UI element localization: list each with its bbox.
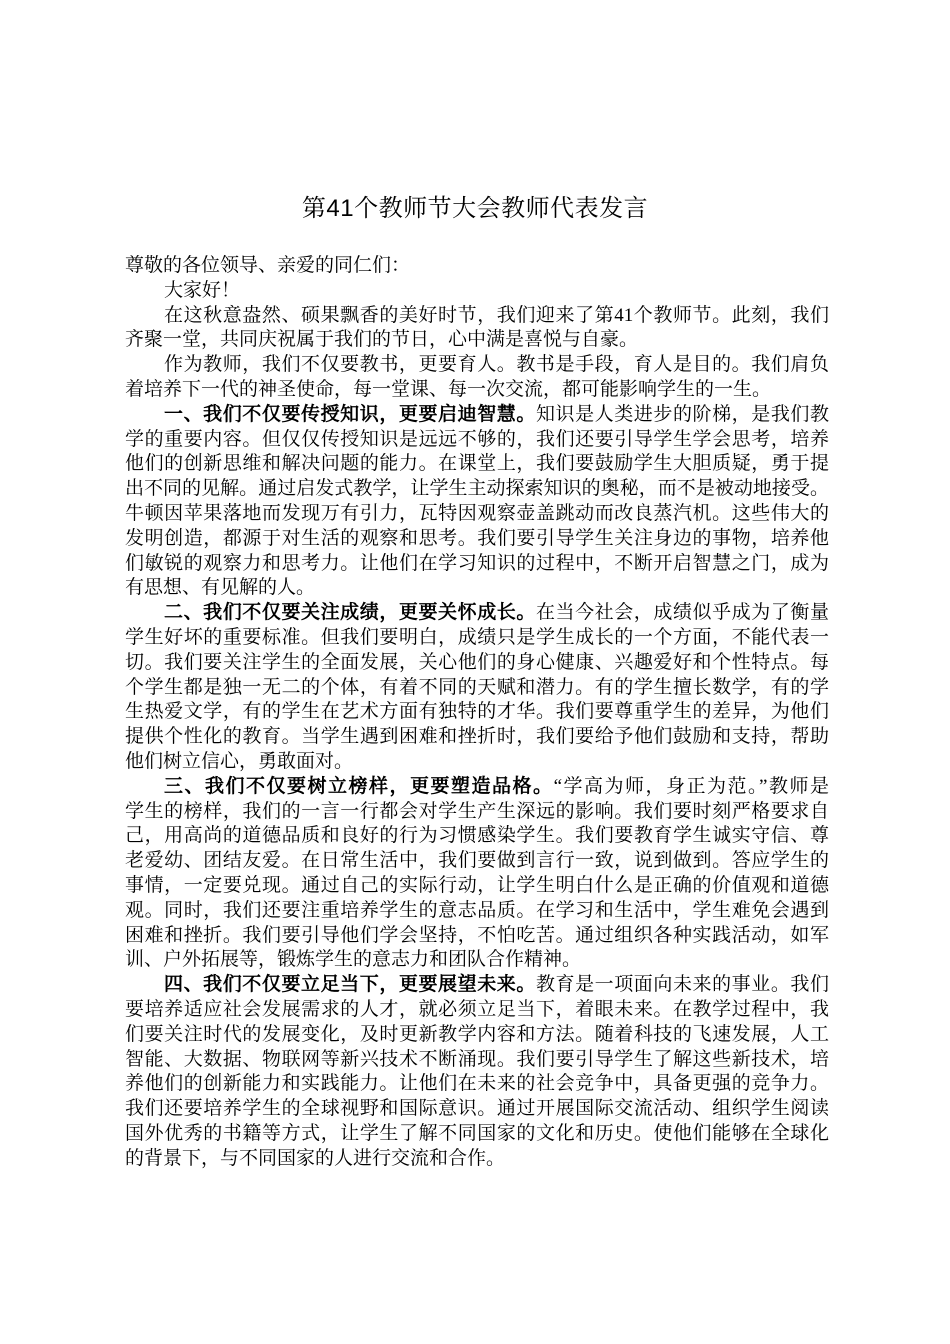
text-line: [125, 1147, 829, 1172]
line-text: 他们的创新思维和解决问题的能力。在课堂上，我们要鼓励学生大胆质疑，勇于提: [125, 453, 829, 475]
paragraph: [125, 973, 829, 1171]
text-line: [125, 973, 829, 998]
line-text: “学高为师，身正为范。”教师是: [553, 775, 829, 797]
text-line: [125, 477, 829, 502]
text-line: [125, 304, 829, 329]
text-line: [125, 1048, 829, 1073]
text-line: [125, 948, 829, 973]
text-line: [125, 1097, 829, 1122]
paragraph: [125, 279, 829, 304]
line-text: 智能、大数据、物联网等新兴技术不断涌现。我们要引导学生了解这些新技术，培: [125, 1048, 829, 1070]
line-text: 尊敬的各位领导、亲爱的同仁们：: [125, 255, 411, 276]
line-text: 出不同的见解。通过启发式教学，让学生主动探索知识的奥秘，而不是被动地接受。: [125, 478, 829, 500]
text-line: [125, 800, 829, 825]
line-text: 己，用高尚的道德品质和良好的行为习惯感染学生。我们要教育学生诚实守信、尊: [125, 825, 829, 847]
text-line: [125, 403, 829, 428]
text-line: [125, 874, 829, 899]
line-text: 齐聚一堂，共同庆祝属于我们的节日，心中满是喜悦与自豪。: [125, 329, 639, 351]
line-text: 国外优秀的书籍等方式，让学生了解不同国家的文化和历史。使他们能够在全球化: [125, 1122, 829, 1144]
text-line: [125, 279, 829, 304]
line-text: 在当今社会，成绩似乎成为了衡量: [535, 602, 829, 624]
line-text: 发明创造，都源于对生活的观察和思考。我们要引导学生关注身边的事物，培养他: [125, 527, 829, 549]
text-line: [125, 651, 829, 676]
line-text: 知识是人类进步的阶梯，是我们教: [535, 403, 829, 425]
text-line: [125, 527, 829, 552]
text-line: [125, 700, 829, 725]
document-body: [125, 254, 829, 1171]
paragraph: [125, 353, 829, 403]
line-text: 养他们的创新能力和实践能力。让他们在未来的社会竞争中，具备更强的竞争力。: [125, 1073, 829, 1095]
line-text: 学生的榜样，我们的一言一行都会对学生产生深远的影响。我们要时刻严格要求自: [125, 800, 829, 822]
text-line: [125, 353, 829, 378]
line-text: 训、户外拓展等，锻炼学生的意志力和团队合作精神。: [125, 949, 582, 971]
section-heading: 四、我们不仅要立足当下，更要展望未来。: [164, 974, 536, 996]
paragraph: [125, 254, 829, 279]
line-text: 们要关注时代的发展变化，及时更新教学内容和方法。随着科技的飞速发展，人工: [125, 1023, 829, 1045]
paragraph: [125, 601, 829, 775]
text-line: [125, 849, 829, 874]
line-text: 我们还要培养学生的全球视野和国际意识。通过开展国际交流活动、组织学生阅读: [125, 1098, 829, 1120]
line-text: 切。我们要关注学生的全面发展，关心他们的身心健康、兴趣爱好和个性特点。每: [125, 651, 829, 673]
text-line: [125, 626, 829, 651]
paragraph: [125, 304, 829, 354]
section-heading: 二、我们不仅要关注成绩，更要关怀成长。: [164, 602, 536, 624]
text-line: [125, 428, 829, 453]
text-line: [125, 1023, 829, 1048]
text-line: [125, 824, 829, 849]
text-line: [125, 924, 829, 949]
line-text: 生热爱文学，有的学生在艺术方面有独特的才华。我们要尊重学生的差异，为他们: [125, 701, 829, 723]
line-text: 观。同时，我们还要注重培养学生的意志品质。在学习和生活中，学生难免会遇到: [125, 899, 829, 921]
text-line: [125, 750, 829, 775]
line-text: 在这秋意盎然、硕果飘香的美好时节，我们迎来了第41个教师节。此刻，我们: [164, 304, 829, 326]
line-text: 的背景下，与不同国家的人进行交流和合作。: [125, 1147, 506, 1169]
document-title: 第41个教师节大会教师代表发言: [301, 195, 649, 222]
text-line: [125, 676, 829, 701]
section-heading: 一、我们不仅要传授知识，更要启迪智慧。: [164, 403, 536, 425]
line-text: 教育是一项面向未来的事业。我们: [535, 974, 829, 996]
text-line: [125, 998, 829, 1023]
line-text: 事情，一定要兑现。通过自己的实际行动，让学生明白什么是正确的价值观和道德: [125, 874, 829, 896]
line-text: 要培养适应社会发展需求的人才，就必须立足当下，着眼未来。在教学过程中，我: [125, 998, 829, 1020]
line-text: 有思想、有见解的人。: [125, 577, 316, 599]
section-heading: 三、我们不仅要树立榜样，更要塑造品格。: [164, 775, 554, 797]
text-line: [125, 725, 829, 750]
paragraph: [125, 775, 829, 973]
line-text: 困难和挫折。我们要引导他们学会坚持，不怕吃苦。通过组织各种实践活动，如军: [125, 924, 829, 946]
text-line: [125, 502, 829, 527]
text-line: [125, 576, 829, 601]
line-text: 个学生都是独一无二的个体，有着不同的天赋和潜力。有的学生擅长数学，有的学: [125, 676, 829, 698]
line-text: 老爱幼、团结友爱。在日常生活中，我们要做到言行一致，说到做到。答应学生的: [125, 850, 829, 872]
line-text: 作为教师，我们不仅要教书，更要育人。教书是手段，育人是目的。我们肩负: [164, 354, 829, 376]
text-line: [125, 601, 829, 626]
text-line: [125, 1072, 829, 1097]
text-line: [125, 775, 829, 800]
line-text: 提供个性化的教育。当学生遇到困难和挫折时，我们要给予他们鼓励和支持，帮助: [125, 726, 829, 748]
text-line: [125, 378, 829, 403]
text-line: [125, 1122, 829, 1147]
text-line: [125, 552, 829, 577]
text-line: [125, 328, 829, 353]
line-text: 牛顿因苹果落地而发现万有引力，瓦特因观察壶盖跳动而改良蒸汽机。这些伟大的: [125, 502, 829, 524]
text-line: [125, 254, 829, 279]
line-text: 学的重要内容。但仅仅传授知识是远远不够的，我们还要引导学生学会思考，培养: [125, 428, 829, 450]
text-line: [125, 899, 829, 924]
line-text: 大家好！: [164, 279, 241, 301]
paragraph: [125, 403, 829, 601]
text-line: [125, 452, 829, 477]
line-text: 学生好坏的重要标准。但我们要明白，成绩只是学生成长的一个方面，不能代表一: [125, 626, 829, 648]
line-text: 们敏锐的观察力和思考力。让他们在学习知识的过程中，不断开启智慧之门，成为: [125, 552, 829, 574]
line-text: 着培养下一代的神圣使命，每一堂课、每一次交流，都可能影响学生的一生。: [125, 378, 772, 400]
line-text: 他们树立信心，勇敢面对。: [125, 750, 354, 772]
